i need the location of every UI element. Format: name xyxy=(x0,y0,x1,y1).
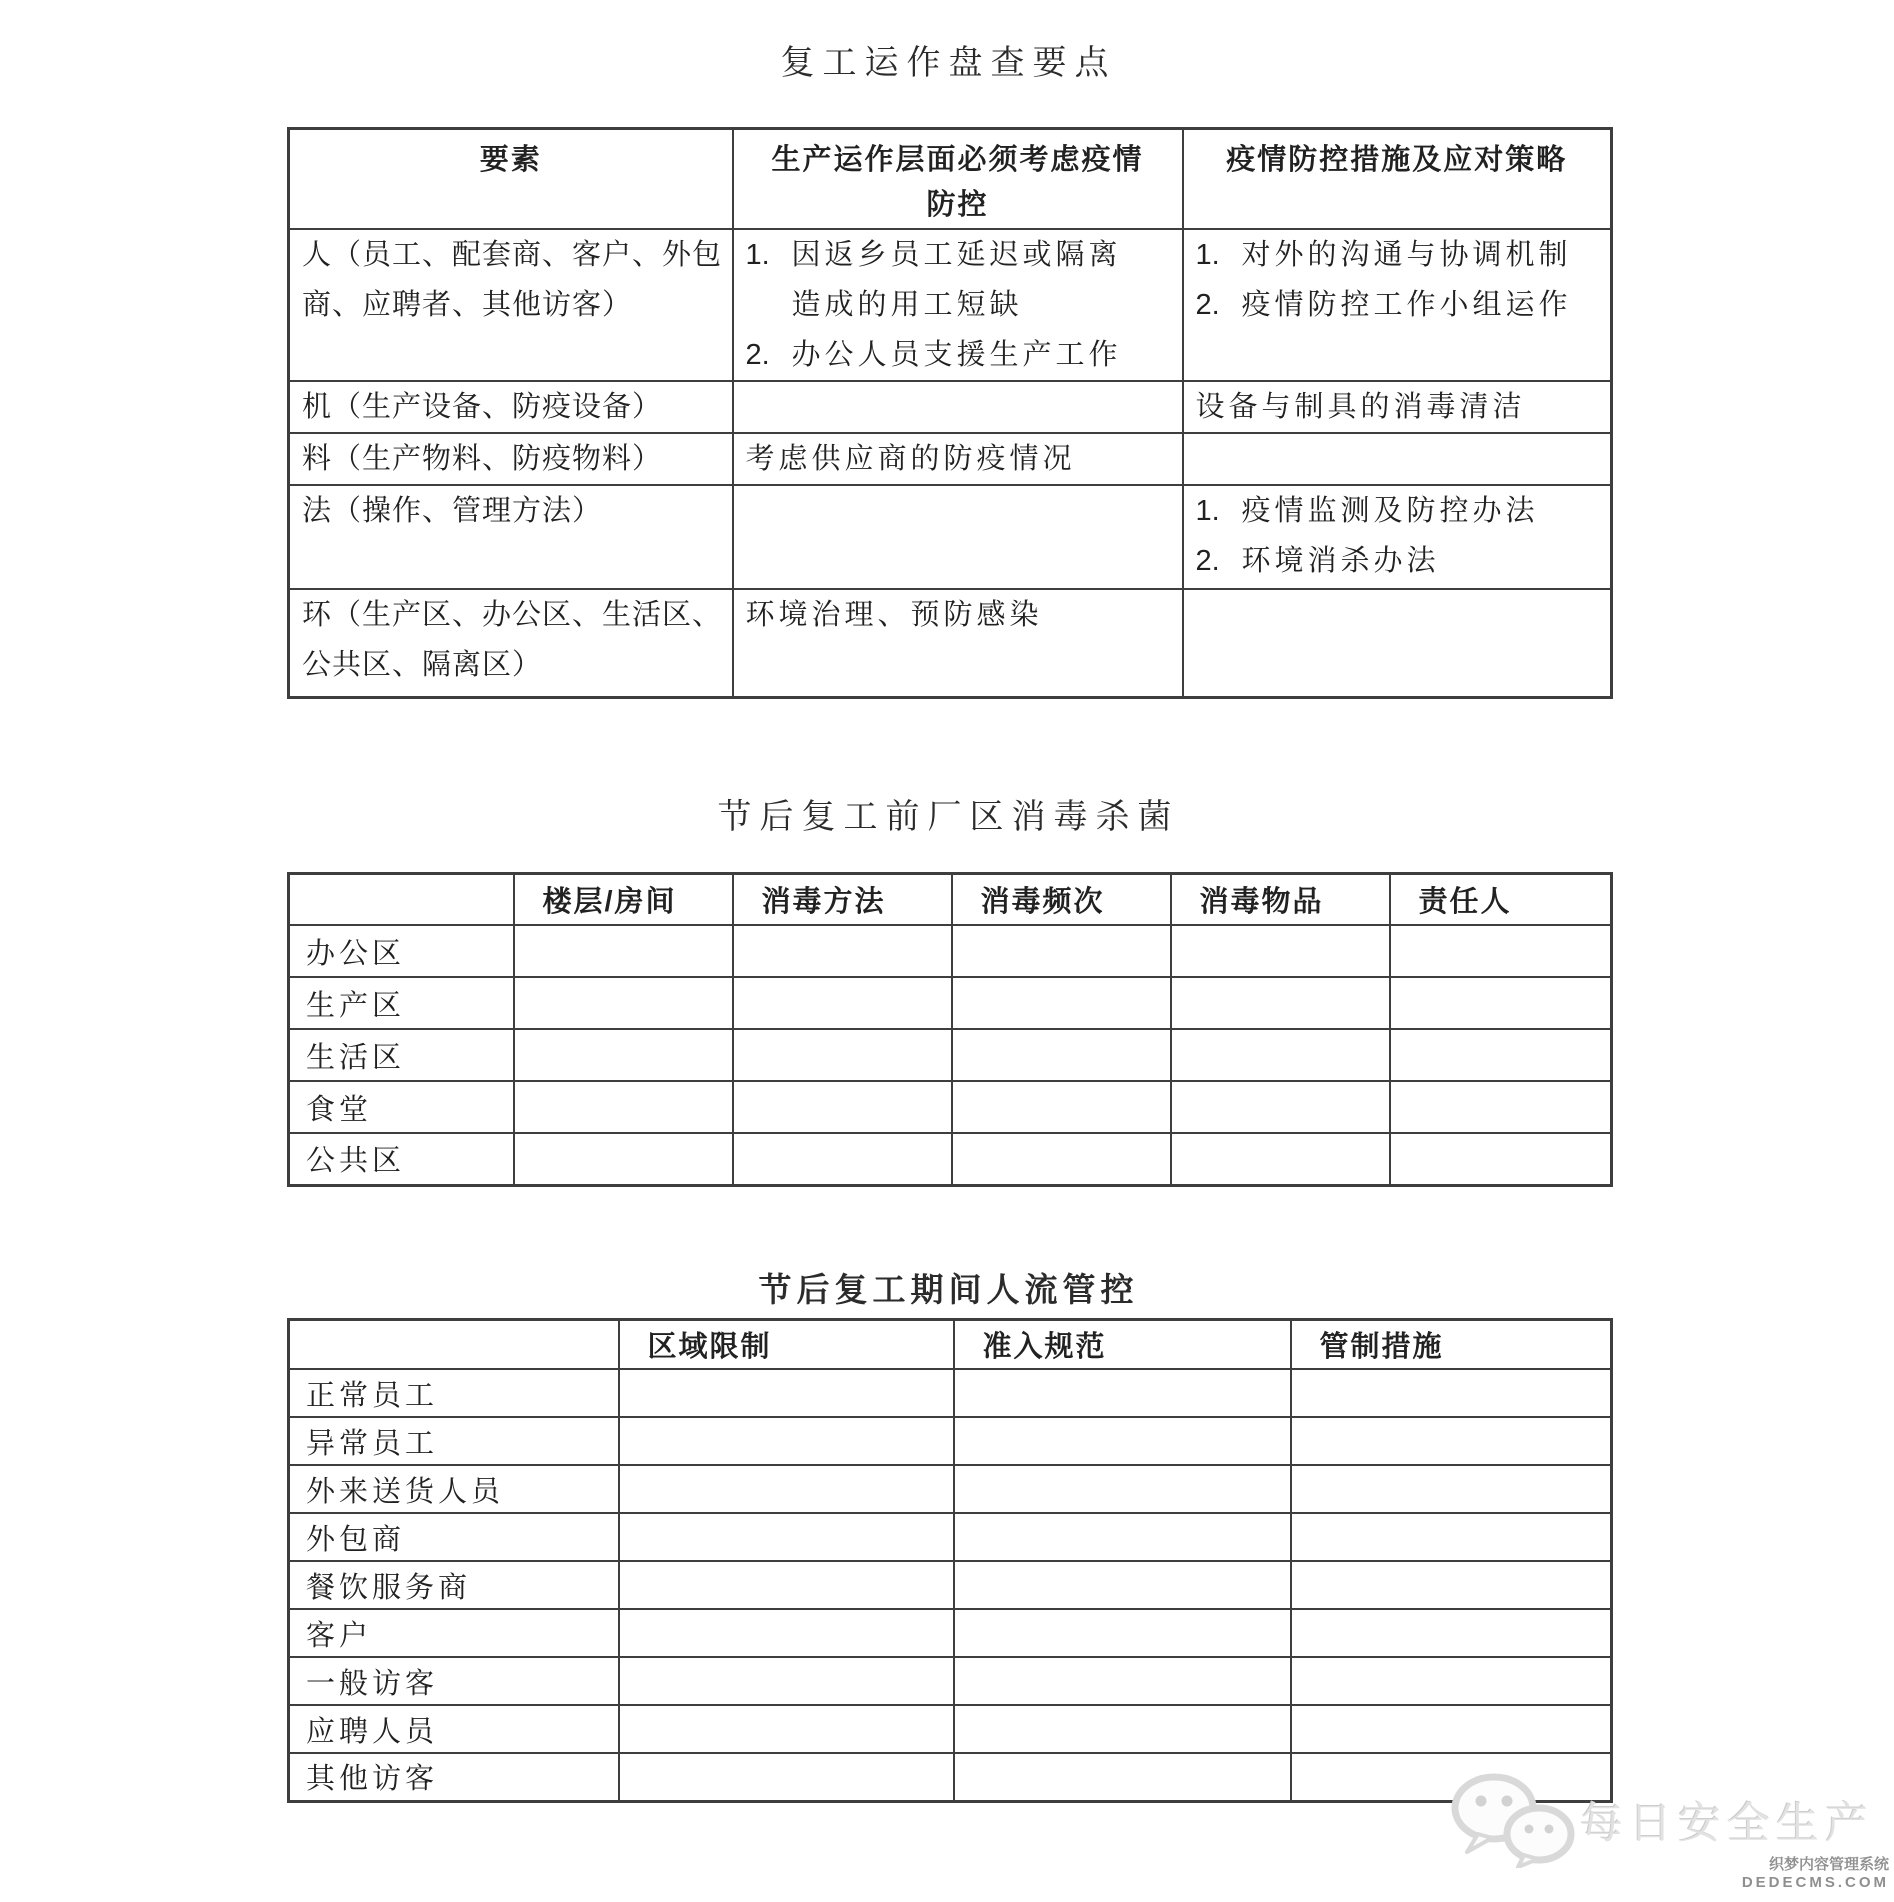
flow-control-row xyxy=(289,1561,1612,1609)
empty-cell xyxy=(733,977,952,1029)
table2-disinfection xyxy=(287,872,1613,1187)
empty-cell xyxy=(514,1029,733,1081)
cell-production-text: 环境治理、预防感染 xyxy=(733,589,1183,697)
empty-cell xyxy=(619,1753,954,1801)
empty-cell xyxy=(954,1561,1291,1609)
table2-title: 节后复工前厂区消毒杀菌 xyxy=(717,797,1180,836)
empty-cell xyxy=(1291,1657,1612,1705)
disinfection-row xyxy=(289,1029,1612,1081)
header-label: 生产运作层面必须考虑疫情防控 xyxy=(771,144,1144,221)
row-label: 法（操作、管理方法） xyxy=(289,485,733,589)
empty-cell xyxy=(1390,925,1612,977)
empty-cell xyxy=(954,1417,1291,1465)
table-row-machine xyxy=(289,381,1612,433)
list-item: 疫情监测及防控办法 xyxy=(1241,495,1539,527)
flow-control-row xyxy=(289,1369,1612,1417)
cms-watermark-line1: 织梦内容管理系统 xyxy=(1768,1856,1889,1873)
row-label: 环（生产区、办公区、生活区、公共区、隔离区） xyxy=(289,589,733,697)
flow-control-row xyxy=(289,1513,1612,1561)
table1-title: 复工运作盘查要点 xyxy=(780,44,1117,82)
empty-cell xyxy=(514,1133,733,1185)
empty-cell xyxy=(1171,1081,1390,1133)
empty-cell xyxy=(954,1513,1291,1561)
disinfection-row xyxy=(289,1081,1612,1133)
list-item: 办公人员支援生产工作 xyxy=(791,339,1122,371)
t2-header-frequency: 消毒频次 xyxy=(952,873,1171,925)
table2-header-row xyxy=(289,873,1612,925)
row-label: 食堂 xyxy=(289,1081,514,1133)
empty-cell xyxy=(619,1369,954,1417)
disinfection-row xyxy=(289,1133,1612,1185)
empty-cell xyxy=(1171,1029,1390,1081)
empty-cell xyxy=(954,1609,1291,1657)
empty-cell xyxy=(514,1081,733,1133)
empty-cell xyxy=(1291,1369,1612,1417)
table1-rework-checklist xyxy=(287,127,1613,699)
wechat-watermark xyxy=(1448,1772,1874,1868)
header-label: 疫情防控措施及应对策略 xyxy=(1226,144,1568,176)
empty-cell xyxy=(954,1705,1291,1753)
disinfection-row xyxy=(289,977,1612,1029)
list-item: 因返乡员工延迟或隔离造成的用工短缺 xyxy=(791,239,1122,321)
t1-header-production xyxy=(733,129,1183,230)
list-item: 环境消杀办法 xyxy=(1241,545,1440,577)
numbered-list xyxy=(734,230,1182,380)
cell-measure-text: 设备与制具的消毒清洁 xyxy=(1183,381,1612,433)
empty-cell xyxy=(954,1753,1291,1801)
empty-cell xyxy=(733,1029,952,1081)
empty-cell xyxy=(952,1081,1171,1133)
empty-cell xyxy=(619,1465,954,1513)
row-label: 外包商 xyxy=(289,1513,619,1561)
row-label: 生活区 xyxy=(289,1029,514,1081)
empty-cell xyxy=(952,1029,1171,1081)
table1-header-row xyxy=(289,129,1612,230)
t3-header-entry-rules: 准入规范 xyxy=(954,1319,1291,1369)
empty-cell xyxy=(619,1705,954,1753)
row-label: 料（生产物料、防疫物料） xyxy=(289,433,733,485)
list-item: 疫情防控工作小组运作 xyxy=(1241,289,1572,321)
row-label: 办公区 xyxy=(289,925,514,977)
empty-cell xyxy=(1291,1417,1612,1465)
empty-cell xyxy=(954,1369,1291,1417)
flow-control-row xyxy=(289,1705,1612,1753)
t2-header-method: 消毒方法 xyxy=(733,873,952,925)
table3-header-row xyxy=(289,1319,1612,1369)
empty-cell xyxy=(1390,1081,1612,1133)
table-row-people xyxy=(289,229,1612,381)
empty-cell xyxy=(514,925,733,977)
wechat-watermark-text: 每日安全生产 xyxy=(1580,1799,1874,1848)
row-label: 机（生产设备、防疫设备） xyxy=(289,381,733,433)
empty-header-cell xyxy=(289,1319,619,1369)
row-label: 应聘人员 xyxy=(289,1705,619,1753)
numbered-list xyxy=(1184,230,1611,330)
t1-header-measures xyxy=(1183,129,1612,230)
empty-cell xyxy=(1291,1561,1612,1609)
empty-cell xyxy=(1183,433,1612,485)
table-row-material xyxy=(289,433,1612,485)
empty-cell xyxy=(1171,925,1390,977)
disinfection-row xyxy=(289,925,1612,977)
empty-cell xyxy=(1291,1465,1612,1513)
empty-cell xyxy=(733,1133,952,1185)
flow-control-row xyxy=(289,1657,1612,1705)
empty-cell xyxy=(619,1609,954,1657)
empty-cell xyxy=(952,925,1171,977)
row-label: 异常员工 xyxy=(289,1417,619,1465)
flow-control-row xyxy=(289,1609,1612,1657)
empty-cell xyxy=(619,1513,954,1561)
t1-header-element xyxy=(289,129,733,230)
empty-cell xyxy=(619,1657,954,1705)
row-label: 生产区 xyxy=(289,977,514,1029)
empty-cell xyxy=(733,1081,952,1133)
row-label: 外来送货人员 xyxy=(289,1465,619,1513)
empty-cell xyxy=(514,977,733,1029)
empty-cell xyxy=(733,485,1183,589)
empty-cell xyxy=(619,1561,954,1609)
table3-title: 节后复工期间人流管控 xyxy=(758,1270,1139,1308)
wechat-icon xyxy=(1448,1772,1576,1868)
empty-cell xyxy=(1291,1705,1612,1753)
row-label: 一般访客 xyxy=(289,1657,619,1705)
empty-cell xyxy=(1390,1029,1612,1081)
empty-header-cell xyxy=(289,873,514,925)
empty-cell xyxy=(1183,589,1612,697)
cell-measure-list xyxy=(1183,485,1612,589)
row-label: 餐饮服务商 xyxy=(289,1561,619,1609)
t2-header-items: 消毒物品 xyxy=(1171,873,1390,925)
flow-control-row xyxy=(289,1465,1612,1513)
empty-cell xyxy=(952,977,1171,1029)
t2-header-floor-room: 楼层/房间 xyxy=(514,873,733,925)
empty-cell xyxy=(733,925,952,977)
numbered-list xyxy=(1184,486,1611,586)
t3-header-area-limit: 区域限制 xyxy=(619,1319,954,1369)
row-label: 正常员工 xyxy=(289,1369,619,1417)
table3-people-flow-control xyxy=(287,1318,1613,1803)
table-row-method xyxy=(289,485,1612,589)
empty-cell xyxy=(1291,1513,1612,1561)
cell-measure-list xyxy=(1183,229,1612,381)
empty-cell xyxy=(1390,1133,1612,1185)
header-label: 要素 xyxy=(479,144,542,176)
empty-cell xyxy=(1291,1609,1612,1657)
cms-watermark-line2: DEDECMS.COM xyxy=(1741,1874,1889,1891)
cell-production-list xyxy=(733,229,1183,381)
cell-production-text: 考虑供应商的防疫情况 xyxy=(733,433,1183,485)
empty-cell xyxy=(733,381,1183,433)
flow-control-row xyxy=(289,1417,1612,1465)
row-label: 公共区 xyxy=(289,1133,514,1185)
empty-cell xyxy=(1171,1133,1390,1185)
empty-cell xyxy=(1390,977,1612,1029)
empty-cell xyxy=(1171,977,1390,1029)
empty-cell xyxy=(954,1465,1291,1513)
list-item: 对外的沟通与协调机制 xyxy=(1241,239,1572,271)
empty-cell xyxy=(619,1417,954,1465)
table-row-environment xyxy=(289,589,1612,697)
row-label: 其他访客 xyxy=(289,1753,619,1801)
empty-cell xyxy=(952,1133,1171,1185)
document-body xyxy=(287,0,1610,1803)
dedecms-watermark xyxy=(1742,1856,1889,1892)
row-label: 客户 xyxy=(289,1609,619,1657)
t2-header-person: 责任人 xyxy=(1390,873,1612,925)
t3-header-control-measures: 管制措施 xyxy=(1291,1319,1612,1369)
flow-control-row xyxy=(289,1753,1612,1801)
empty-cell xyxy=(954,1657,1291,1705)
row-label: 人（员工、配套商、客户、外包商、应聘者、其他访客） xyxy=(289,229,733,381)
